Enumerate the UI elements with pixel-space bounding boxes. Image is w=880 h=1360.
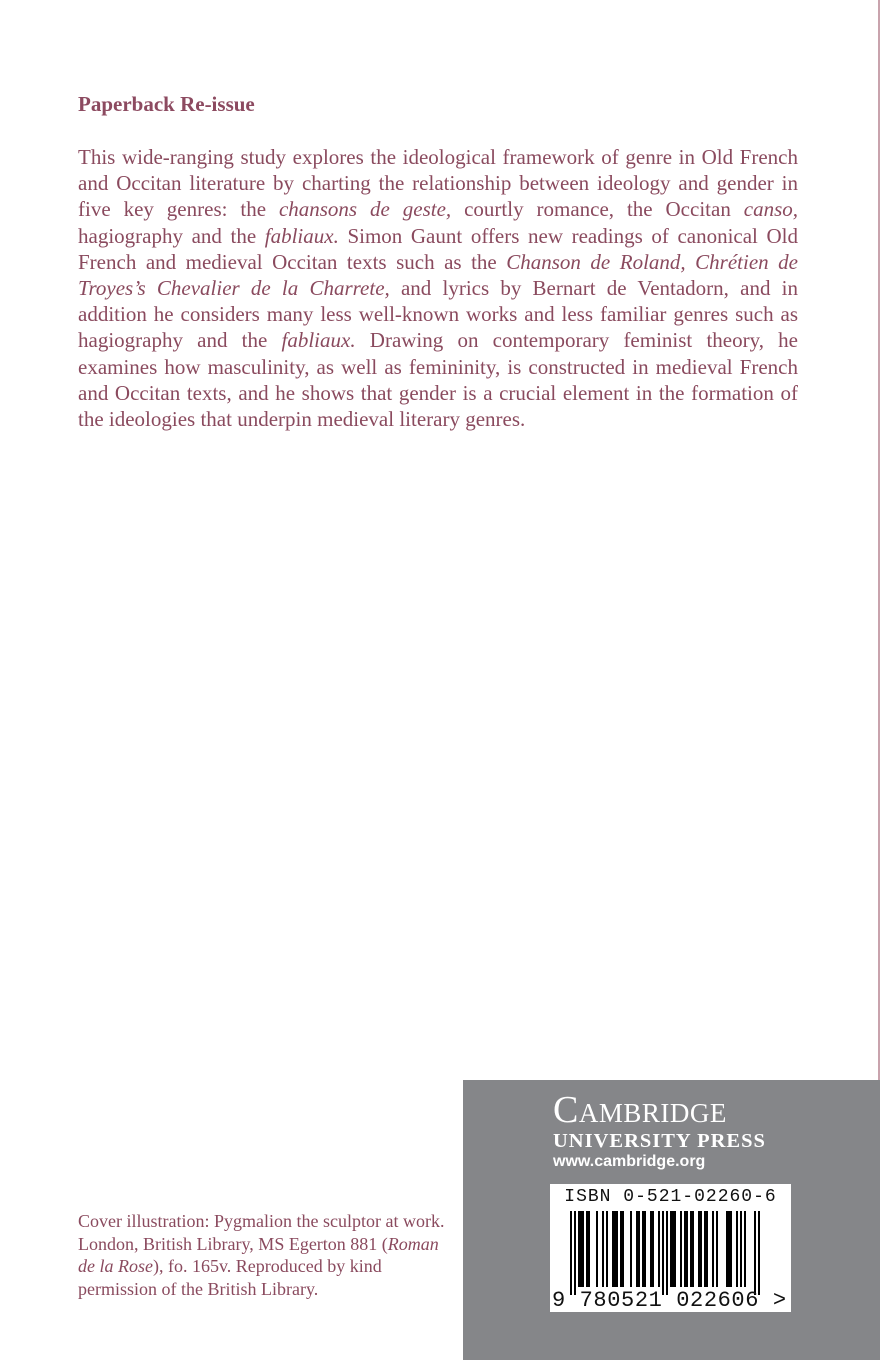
blurb-text: hagiography and the <box>78 223 265 248</box>
barcode-bar <box>670 1211 672 1287</box>
blurb-italic: fabliaux. <box>281 328 356 353</box>
barcode-bar <box>736 1211 738 1287</box>
barcode-bar <box>574 1211 576 1295</box>
blurb-text: courtly romance, the Occitan <box>451 197 744 222</box>
barcode-bar <box>582 1211 584 1287</box>
barcode-bar <box>690 1211 692 1287</box>
publisher-panel <box>463 1080 880 1360</box>
barcode-bar <box>692 1211 694 1287</box>
barcode-bar <box>728 1211 730 1287</box>
barcode-bar <box>638 1211 640 1287</box>
barcode-bar <box>644 1211 646 1287</box>
barcode-bar <box>672 1211 674 1287</box>
credit-text: Cover illustration: Pygmalion the sculptor at work. London, British Library, MS Egerton 881 ( <box>78 1211 445 1254</box>
barcode-bar <box>758 1211 760 1295</box>
barcode-bar <box>622 1211 624 1287</box>
barcode-bar <box>602 1211 604 1287</box>
barcode-bar <box>596 1211 598 1287</box>
barcode-bar <box>726 1211 728 1287</box>
barcode-bar <box>686 1211 688 1287</box>
barcode-bar <box>730 1211 732 1287</box>
blurb-text: Drawing on contemporary feminist theory, he examines how masculinity, as well as femininity, is constructed in medieval French and Occitan texts, and he shows that gender is a crucial element in the formation of the ideologies that underpin medieval literary genres. <box>78 328 798 432</box>
barcode-bar <box>620 1211 622 1287</box>
isbn-label: ISBN 0-521-02260-6 <box>564 1187 777 1207</box>
barcode-bar <box>580 1211 582 1287</box>
isbn-barcode <box>550 1184 791 1312</box>
barcode-bar <box>614 1211 616 1287</box>
cover-illustration-credit <box>78 1210 450 1300</box>
barcode-bar <box>658 1211 660 1287</box>
credit-italic: Roman de la Rose <box>78 1233 439 1276</box>
barcode-bar <box>666 1211 668 1295</box>
blurb-text: This wide-ranging study explores the ideological framework of genre in Old French and Occitan literature by charting the relationship between ideology and gender in five key genres: the <box>78 145 798 222</box>
barcode-bar <box>570 1211 572 1295</box>
publisher-subtitle: UNIVERSITY PRESS <box>553 1130 766 1152</box>
blurb-text: Simon Gaunt offers new readings of canonical Old French and medieval Occitan texts such as the <box>78 223 798 274</box>
barcode-bar <box>706 1211 708 1287</box>
book-description <box>78 144 798 432</box>
barcode-bar <box>578 1211 580 1287</box>
barcode-bar <box>586 1211 588 1287</box>
barcode-bar <box>652 1211 654 1287</box>
blurb-italic: chansons de geste, <box>278 197 452 222</box>
barcode-bar <box>744 1211 746 1287</box>
barcode-bar <box>704 1211 706 1287</box>
barcode-bar <box>698 1211 700 1287</box>
barcode-bar <box>588 1211 590 1287</box>
barcode-bar <box>612 1211 614 1287</box>
barcode-bar <box>650 1211 652 1287</box>
barcode-bar <box>712 1211 714 1287</box>
blurb-italic: Chanson de Roland, Chrétien de Troyes’s Chevalier de la Charrete, <box>78 249 798 301</box>
barcode-bar <box>662 1211 664 1295</box>
ean-digits: 9 780521 022606 > <box>552 1288 787 1313</box>
publisher-name: Cambridge <box>553 1089 727 1131</box>
barcode-bar <box>716 1211 718 1287</box>
barcode-bar <box>684 1211 686 1287</box>
barcode-bar <box>754 1211 756 1295</box>
barcode-bar <box>616 1211 618 1287</box>
barcode-bar <box>642 1211 644 1287</box>
publisher-url: www.cambridge.org <box>553 1153 706 1170</box>
credit-text: ), fo. 165v. Reproduced by kind permission of the British Library. <box>78 1256 382 1299</box>
barcode-bar <box>674 1211 676 1287</box>
barcode-bar <box>680 1211 682 1287</box>
barcode-bar <box>630 1211 632 1287</box>
barcode-bar <box>700 1211 702 1287</box>
blurb-italic: canso, <box>743 197 798 222</box>
blurb-italic: fabliaux. <box>264 223 339 248</box>
barcode-bar <box>606 1211 608 1287</box>
barcode-bar <box>636 1211 638 1287</box>
barcode-bar <box>740 1211 742 1287</box>
blurb-text: and lyrics by Bernart de Ventadorn, and in addition he considers many less well-known works and less familiar genres such as hagiography and the <box>78 276 798 353</box>
edition-heading: Paperback Re-issue <box>78 92 255 116</box>
